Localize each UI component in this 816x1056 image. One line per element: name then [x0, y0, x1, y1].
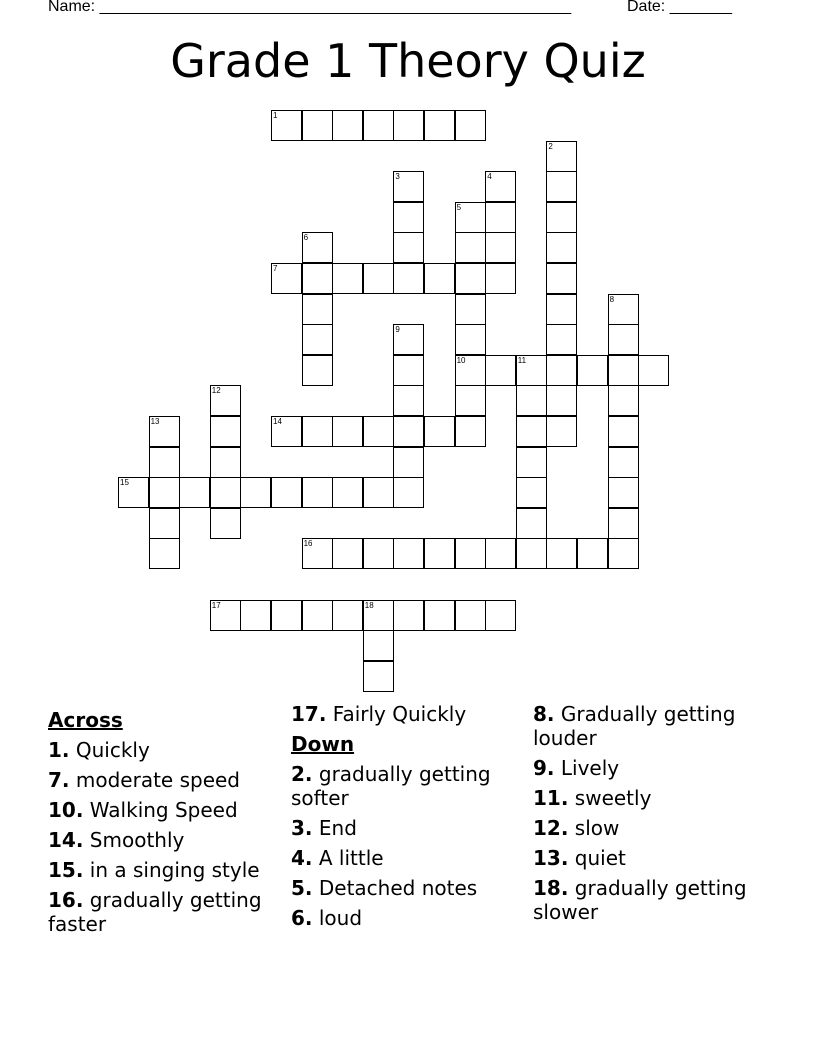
grid-cell[interactable] — [516, 477, 547, 508]
cell-number: 14 — [273, 417, 282, 426]
grid-cell[interactable] — [393, 202, 424, 233]
grid-cell[interactable] — [302, 600, 333, 631]
grid-cell[interactable] — [332, 110, 363, 141]
clue-across-14: 14. Smoothly — [48, 828, 185, 852]
cell-number: 11 — [517, 355, 527, 365]
cell-number: 13 — [150, 417, 160, 426]
grid-cell[interactable] — [302, 416, 333, 447]
grid-cell[interactable] — [638, 355, 669, 386]
grid-cell[interactable] — [455, 355, 486, 386]
grid-cell[interactable] — [332, 477, 363, 508]
grid-cell[interactable] — [455, 232, 486, 263]
clue-across-7: 7. moderate speed — [48, 768, 240, 792]
grid-cell[interactable] — [546, 385, 577, 416]
grid-cell[interactable] — [393, 600, 424, 631]
grid-cell[interactable] — [455, 538, 486, 569]
cell-number: 8 — [609, 294, 615, 304]
grid-cell[interactable] — [455, 263, 486, 294]
grid-cell[interactable] — [240, 477, 271, 508]
grid-cell[interactable] — [608, 416, 639, 447]
grid-cell[interactable] — [149, 477, 180, 508]
date-label: Date: — [627, 0, 666, 15]
grid-cell[interactable] — [302, 355, 333, 386]
grid-cell[interactable] — [516, 416, 547, 447]
cell-number: 18 — [364, 600, 374, 610]
cell-number: 12 — [211, 386, 221, 396]
grid-cell[interactable] — [393, 171, 424, 202]
grid-cell[interactable] — [332, 538, 363, 569]
grid-cell[interactable] — [608, 538, 639, 569]
grid-cell[interactable] — [302, 538, 333, 569]
clue-column-2 — [291, 702, 531, 936]
clue-down-18: 18. gradually getting slower — [533, 876, 747, 924]
across-heading: Across — [48, 708, 123, 732]
cell-number: 6 — [303, 233, 309, 243]
grid-cell[interactable] — [608, 447, 639, 478]
cell-number: 3 — [395, 172, 400, 182]
grid-cell[interactable] — [424, 416, 455, 447]
clue-down-13: 13. quiet — [533, 846, 626, 870]
grid-cell[interactable] — [546, 538, 577, 569]
grid-cell[interactable] — [546, 294, 577, 325]
grid-cell[interactable] — [393, 355, 424, 386]
grid-cell[interactable] — [455, 385, 486, 416]
grid-cell[interactable] — [608, 477, 639, 508]
grid-cell[interactable] — [577, 538, 608, 569]
grid-cell[interactable] — [210, 447, 241, 478]
grid-cell[interactable] — [363, 630, 394, 661]
cell-number: 9 — [395, 325, 400, 335]
clue-down-2: 2. gradually getting softer — [291, 762, 491, 810]
grid-cell[interactable] — [149, 538, 180, 569]
grid-cell[interactable] — [363, 661, 394, 692]
cell-number: 7 — [273, 264, 278, 273]
grid-cell[interactable] — [149, 508, 180, 539]
grid-cell[interactable] — [577, 355, 608, 386]
grid-cell[interactable] — [485, 202, 516, 233]
clue-down-8: 8. Gradually getting louder — [533, 702, 736, 750]
grid-cell[interactable] — [485, 263, 516, 294]
clue-down-9: 9. Lively — [533, 756, 620, 780]
cell-number: 10 — [456, 355, 466, 365]
grid-cell[interactable] — [393, 416, 424, 447]
grid-cell[interactable] — [271, 477, 302, 508]
grid-cell[interactable] — [393, 324, 424, 355]
cell-number: 5 — [456, 202, 462, 212]
grid-cell[interactable] — [546, 232, 577, 263]
grid-cell[interactable] — [455, 110, 486, 141]
grid-cell[interactable] — [485, 600, 516, 631]
grid-cell[interactable] — [118, 477, 149, 508]
grid-cell[interactable] — [485, 232, 516, 263]
grid-cell[interactable] — [516, 538, 547, 569]
grid-cell[interactable] — [363, 600, 394, 631]
grid-cell[interactable] — [455, 202, 486, 233]
cell-number: 1 — [273, 111, 278, 120]
grid-cell[interactable] — [393, 477, 424, 508]
grid-cell[interactable] — [546, 416, 577, 447]
grid-cell[interactable] — [210, 477, 241, 508]
grid-cell[interactable] — [393, 385, 424, 416]
grid-cell[interactable] — [149, 416, 180, 447]
grid-cell[interactable] — [424, 110, 455, 141]
grid-cell[interactable] — [455, 416, 486, 447]
clue-across-1: 1. Quickly — [48, 738, 150, 762]
grid-cell[interactable] — [271, 263, 302, 294]
grid-cell[interactable] — [424, 263, 455, 294]
grid-cell[interactable] — [271, 600, 302, 631]
cell-number: 2 — [548, 141, 553, 151]
grid-cell[interactable] — [332, 600, 363, 631]
clue-down-4: 4. A little — [291, 846, 384, 870]
grid-cell[interactable] — [608, 385, 639, 416]
grid-cell[interactable] — [363, 538, 394, 569]
grid-cell[interactable] — [393, 232, 424, 263]
grid-cell[interactable] — [179, 477, 210, 508]
clue-column-1 — [48, 702, 288, 942]
grid-cell[interactable] — [210, 600, 241, 631]
grid-cell[interactable] — [424, 600, 455, 631]
grid-cell[interactable] — [546, 355, 577, 386]
grid-cell[interactable] — [455, 324, 486, 355]
grid-cell[interactable] — [546, 202, 577, 233]
clue-down-3: 3. End — [291, 816, 357, 840]
cell-number: 16 — [303, 539, 313, 549]
grid-cell[interactable] — [363, 110, 394, 141]
grid-cell[interactable] — [363, 416, 394, 447]
clue-column-3 — [533, 702, 773, 930]
clue-down-11: 11. sweetly — [533, 786, 652, 810]
grid-cell[interactable] — [516, 447, 547, 478]
grid-cell[interactable] — [210, 508, 241, 539]
grid-cell[interactable] — [485, 355, 516, 386]
date-blank: _______ — [669, 0, 732, 15]
name-blank: _____________________________________________________ — [99, 0, 572, 15]
grid-cell[interactable] — [210, 385, 241, 416]
grid-cell[interactable] — [485, 171, 516, 202]
grid-cell[interactable] — [332, 416, 363, 447]
grid-cell[interactable] — [393, 538, 424, 569]
grid-cell[interactable] — [546, 324, 577, 355]
grid-cell[interactable] — [393, 110, 424, 141]
grid-cell[interactable] — [455, 294, 486, 325]
grid-cell[interactable] — [332, 263, 363, 294]
grid-cell[interactable] — [271, 110, 302, 141]
grid-cell[interactable] — [608, 355, 639, 386]
grid-cell[interactable] — [608, 324, 639, 355]
grid-cell[interactable] — [485, 538, 516, 569]
clue-down-12: 12. slow — [533, 816, 620, 840]
grid-cell[interactable] — [302, 324, 333, 355]
page-title: Grade 1 Theory Quiz — [170, 34, 646, 88]
grid-cell[interactable] — [210, 416, 241, 447]
grid-cell[interactable] — [302, 110, 333, 141]
cell-number: 15 — [120, 478, 129, 488]
grid-cell[interactable] — [516, 508, 547, 539]
name-label: Name: — [48, 0, 96, 15]
grid-cell[interactable] — [424, 538, 455, 569]
down-heading: Down — [291, 732, 355, 756]
cell-number: 17 — [211, 600, 221, 610]
clue-across-17: 17. Fairly Quickly — [291, 702, 467, 726]
grid-cell[interactable] — [608, 294, 639, 325]
grid-cell[interactable] — [271, 416, 302, 447]
grid-cell[interactable] — [240, 600, 271, 631]
grid-cell[interactable] — [546, 171, 577, 202]
grid-cell[interactable] — [302, 232, 333, 263]
grid-cell[interactable] — [516, 385, 547, 416]
grid-cell[interactable] — [516, 355, 547, 386]
clue-across-16: 16. gradually getting faster — [48, 888, 262, 936]
grid-cell[interactable] — [302, 477, 333, 508]
clue-down-5: 5. Detached notes — [291, 876, 478, 900]
clue-across-10: 10. Walking Speed — [48, 798, 238, 822]
grid-cell[interactable] — [393, 263, 424, 294]
grid-cell[interactable] — [363, 263, 394, 294]
grid-cell[interactable] — [455, 600, 486, 631]
clue-across-15: 15. in a singing style — [48, 858, 260, 882]
grid-cell[interactable] — [302, 263, 333, 294]
grid-cell[interactable] — [608, 508, 639, 539]
grid-cell[interactable] — [546, 263, 577, 294]
grid-cell[interactable] — [302, 294, 333, 325]
clue-down-6: 6. loud — [291, 906, 363, 930]
cell-number: 4 — [487, 172, 492, 182]
grid-cell[interactable] — [393, 447, 424, 478]
grid-cell[interactable] — [546, 141, 577, 172]
grid-cell[interactable] — [149, 447, 180, 478]
grid-cell[interactable] — [363, 477, 394, 508]
